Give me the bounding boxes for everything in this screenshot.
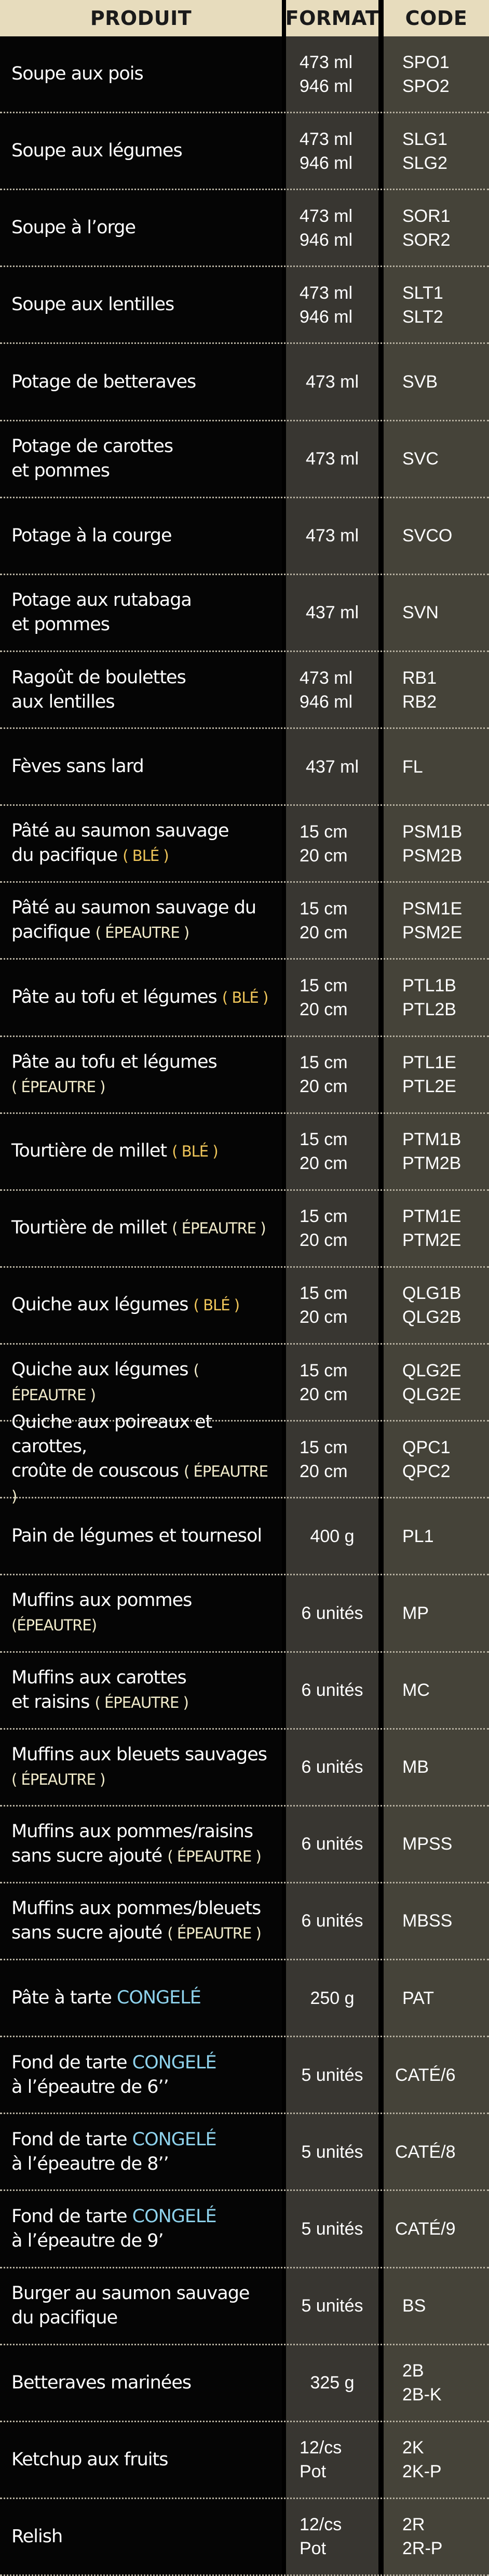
product-name-text: Fond de tarte	[11, 2206, 132, 2227]
format-cell	[286, 498, 378, 574]
product-name	[11, 1524, 262, 1548]
product-name-cell	[0, 1411, 282, 1505]
tag-congele: CONGELÉ	[132, 2129, 216, 2150]
format-value: 6 unités	[301, 1680, 363, 1701]
format-value: 473 ml 946 ml	[300, 668, 353, 712]
tag-congele: CONGELÉ	[116, 1987, 201, 2009]
product-name	[11, 2525, 62, 2549]
product-name-cell	[0, 1114, 282, 1189]
table-row	[0, 652, 489, 729]
tag-congele: CONGELÉ	[132, 2052, 216, 2073]
product-name-text: Potage à la courge	[11, 525, 172, 546]
product-name	[11, 1743, 267, 1792]
table-row	[0, 267, 489, 344]
code-cell	[384, 883, 489, 958]
product-name-text: Muffins aux bleuets sauvages	[11, 1744, 267, 1765]
code-cell	[384, 267, 489, 342]
product-name-text: Pâté au saumon sauvage du pacifique	[11, 820, 229, 866]
format-cell	[286, 2268, 378, 2344]
format-cell	[286, 2037, 378, 2113]
product-name	[11, 666, 186, 714]
format-cell	[286, 1575, 378, 1651]
tag-congele: CONGELÉ	[132, 2206, 216, 2227]
product-name	[11, 1358, 277, 1407]
product-name-cell	[0, 421, 282, 497]
product-name-text: Tourtière de millet	[11, 1140, 172, 1162]
product-name-continuation: à l’épeautre de 9’	[11, 2230, 164, 2251]
code-value: PTM1E PTM2E	[402, 1206, 461, 1251]
product-name-text: Quiche aux légumes	[11, 1359, 194, 1380]
product-name-cell	[0, 1960, 282, 2036]
product-name-cell	[0, 190, 282, 265]
code-value: RB1 RB2	[402, 668, 437, 712]
product-name-cell	[0, 2268, 282, 2344]
product-name	[11, 2371, 191, 2395]
code-value: MP	[402, 1603, 429, 1623]
product-name-text: Pâte au tofu et légumes	[11, 987, 222, 1007]
code-cell	[384, 113, 489, 189]
product-name-cell	[0, 1498, 282, 1574]
format-cell	[286, 729, 378, 804]
product-name	[11, 1666, 188, 1715]
format-cell	[286, 806, 378, 881]
format-value: 473 ml 946 ml	[300, 129, 353, 173]
code-cell	[384, 652, 489, 727]
tag-ble: ( BLÉ )	[123, 847, 169, 865]
product-name-text: Pâté au saumon sauvage du pacifique	[11, 897, 256, 943]
format-value: 15 cm 20 cm	[300, 976, 348, 1019]
table-row	[0, 344, 489, 421]
tag-epeautre: ( ÉPEAUTRE )	[167, 1924, 261, 1942]
format-value: 473 ml 946 ml	[300, 52, 353, 96]
code-cell	[384, 1191, 489, 1266]
product-name	[11, 1588, 192, 1638]
format-value: 12/cs Pot	[300, 2515, 342, 2559]
format-value: 15 cm 20 cm	[300, 1283, 348, 1327]
product-name-cell	[0, 883, 282, 958]
table-row	[0, 2422, 489, 2499]
table-row	[0, 2345, 489, 2422]
format-cell	[286, 1498, 378, 1574]
code-cell	[384, 2037, 489, 2113]
format-cell	[286, 113, 378, 189]
format-cell	[286, 190, 378, 265]
format-value: 6 unités	[301, 1911, 363, 1931]
product-name-text: Soupe aux lentilles	[11, 294, 174, 315]
tag-epeautre: ( ÉPEAUTRE )	[95, 924, 189, 942]
format-value: 5 unités	[301, 2142, 363, 2162]
code-value: PSM1E PSM2E	[402, 898, 463, 942]
format-value: 15 cm 20 cm	[300, 1437, 348, 1481]
product-name-text: Ragoût de boulettes aux lentilles	[11, 667, 186, 712]
code-cell	[384, 1575, 489, 1651]
code-cell	[384, 1653, 489, 1728]
table-row	[0, 2191, 489, 2268]
product-name-text: Ketchup aux fruits	[11, 2449, 168, 2470]
product-name-text: Fond de tarte	[11, 2129, 132, 2150]
product-name-text: Fond de tarte	[11, 2052, 132, 2073]
table-row	[0, 2268, 489, 2345]
product-name	[11, 819, 229, 868]
format-cell	[286, 421, 378, 497]
table-row	[0, 1807, 489, 1883]
product-name-cell	[0, 2191, 282, 2266]
product-name	[11, 754, 144, 779]
product-name	[11, 1820, 261, 1869]
product-name	[11, 985, 268, 1010]
product-name-cell	[0, 960, 282, 1035]
format-value: 473 ml 946 ml	[300, 206, 353, 250]
table-row	[0, 2114, 489, 2191]
product-name-text: Muffins aux pommes	[11, 1590, 192, 1611]
code-cell	[384, 1960, 489, 2036]
code-value: SLT1 SLT2	[402, 283, 443, 327]
header-code: CODE	[384, 0, 489, 36]
format-cell	[286, 1730, 378, 1805]
header-format: FORMAT	[286, 0, 378, 36]
code-cell	[384, 190, 489, 265]
code-cell	[384, 2345, 489, 2421]
product-name-continuation: à l’épeautre de 8’’	[11, 2153, 169, 2174]
tag-epeautre: (ÉPEAUTRE)	[11, 1616, 97, 1635]
format-value: 12/cs Pot	[300, 2438, 342, 2482]
table-row	[0, 1411, 489, 1505]
product-name-cell	[0, 1807, 282, 1882]
table-row	[0, 113, 489, 190]
code-cell	[384, 1114, 489, 1189]
code-value: SLG1 SLG2	[402, 129, 447, 173]
product-name-cell	[0, 36, 282, 112]
code-value: CATÉ/9	[395, 2219, 456, 2239]
product-name-cell	[0, 1883, 282, 1959]
code-value: MPSS	[402, 1834, 453, 1854]
format-cell	[286, 1960, 378, 2036]
format-cell	[286, 2345, 378, 2421]
format-value: 437 ml	[305, 756, 359, 777]
format-cell	[286, 344, 378, 419]
product-name-text: Potage de betteraves	[11, 371, 196, 392]
code-cell	[384, 2422, 489, 2498]
tag-epeautre: ( ÉPEAUTRE )	[11, 1770, 105, 1788]
product-name-cell	[0, 1575, 282, 1651]
code-value: MB	[402, 1757, 429, 1777]
product-name	[11, 588, 192, 637]
format-cell	[286, 2114, 378, 2189]
table-row	[0, 498, 489, 575]
format-cell	[286, 1807, 378, 1882]
product-name	[11, 216, 135, 240]
format-cell	[286, 1345, 378, 1420]
tag-epeautre: ( ÉPEAUTRE )	[11, 1462, 268, 1505]
product-name	[11, 1896, 261, 1946]
product-name	[11, 524, 172, 548]
product-name-cell	[0, 2499, 282, 2574]
table-row	[0, 806, 489, 883]
product-name-cell	[0, 652, 282, 727]
product-name	[11, 1139, 218, 1164]
code-cell	[384, 1037, 489, 1112]
format-cell	[286, 1422, 378, 1497]
code-cell	[384, 36, 489, 112]
format-value: 6 unités	[301, 1603, 363, 1623]
table-row	[0, 729, 489, 806]
format-value: 473 ml	[305, 372, 359, 392]
product-name-cell	[0, 267, 282, 342]
product-name-text: Muffins aux carottes et raisins	[11, 1667, 186, 1712]
product-name-text: Betteraves marinées	[11, 2372, 192, 2393]
format-value: 473 ml 946 ml	[300, 283, 353, 327]
product-name	[11, 1410, 277, 1509]
product-name-text: Fèves sans lard	[11, 756, 144, 777]
table-row	[0, 1653, 489, 1730]
code-cell	[384, 1730, 489, 1805]
product-name-text: Potage aux rutabaga et pommes	[11, 590, 192, 635]
code-value: SOR1 SOR2	[402, 206, 451, 250]
code-value: QLG2E QLG2E	[402, 1360, 461, 1404]
tag-ble: ( BLÉ )	[222, 989, 268, 1006]
code-value: 2R 2R-P	[402, 2515, 443, 2559]
code-value: PTL1E PTL2E	[402, 1053, 456, 1097]
product-name-cell	[0, 1268, 282, 1343]
format-value: 15 cm 20 cm	[300, 1130, 348, 1174]
tag-epeautre: ( ÉPEAUTRE )	[11, 1361, 199, 1404]
format-value: 5 unités	[301, 2296, 363, 2316]
product-name	[11, 2051, 216, 2100]
format-cell	[286, 1653, 378, 1728]
code-value: SPO1 SPO2	[402, 52, 450, 96]
format-cell	[286, 2191, 378, 2266]
table-row	[0, 1114, 489, 1191]
product-name-cell	[0, 1191, 282, 1266]
format-cell	[286, 2499, 378, 2574]
product-name-cell	[0, 344, 282, 419]
code-cell	[384, 1345, 489, 1420]
code-value: 2K 2K-P	[402, 2438, 442, 2482]
format-value: 473 ml	[305, 449, 359, 469]
format-value: 5 unités	[301, 2219, 363, 2239]
header-produit: PRODUIT	[0, 0, 282, 36]
format-value: 325 g	[310, 2373, 355, 2393]
product-name-text: Muffins aux pommes/raisins sans sucre ajouté	[11, 1821, 253, 1866]
format-cell	[286, 883, 378, 958]
product-name	[11, 139, 182, 163]
format-value: 250 g	[310, 1988, 355, 2008]
product-name	[11, 2205, 216, 2253]
product-name-cell	[0, 2037, 282, 2113]
code-value: FL	[402, 756, 423, 777]
code-value: SVN	[402, 603, 439, 623]
format-cell	[286, 960, 378, 1035]
product-name-text: Pâte à tarte	[11, 1987, 117, 2009]
product-name	[11, 293, 174, 317]
format-value: 15 cm 20 cm	[300, 1360, 348, 1404]
format-cell	[286, 1037, 378, 1112]
code-cell	[384, 344, 489, 419]
table-row	[0, 575, 489, 652]
format-cell	[286, 1883, 378, 1959]
product-name	[11, 1216, 266, 1241]
code-value: PTM1B PTM2B	[402, 1130, 461, 1174]
product-name	[11, 434, 173, 483]
tag-ble: ( BLÉ )	[193, 1296, 240, 1314]
product-name-text: Burger au saumon sauvage du pacifique	[11, 2283, 250, 2329]
code-cell	[384, 960, 489, 1035]
code-value: QPC1 QPC2	[402, 1437, 451, 1481]
table-row	[0, 1268, 489, 1345]
code-value: SVB	[402, 372, 438, 392]
product-name-cell	[0, 498, 282, 574]
code-cell	[384, 575, 489, 650]
product-name	[11, 2128, 216, 2176]
product-name-text: Soupe aux légumes	[11, 140, 182, 162]
table-row	[0, 1498, 489, 1575]
table-row	[0, 1730, 489, 1807]
code-value: SVC	[402, 449, 439, 469]
format-value: 473 ml	[305, 526, 359, 546]
product-name-cell	[0, 575, 282, 650]
product-name-cell	[0, 2345, 282, 2421]
product-name-cell	[0, 1653, 282, 1728]
product-name-text: Pain de légumes et tournesol	[11, 1525, 262, 1547]
table-row	[0, 421, 489, 498]
code-cell	[384, 1268, 489, 1343]
code-cell	[384, 1807, 489, 1882]
table-row	[0, 36, 489, 113]
product-name	[11, 2448, 168, 2472]
product-name-text: Soupe aux pois	[11, 63, 143, 85]
tag-ble: ( BLÉ )	[172, 1143, 218, 1161]
format-cell	[286, 1191, 378, 1266]
format-value: 6 unités	[301, 1757, 363, 1777]
format-cell	[286, 1114, 378, 1189]
product-name-cell	[0, 1345, 282, 1420]
code-value: CATÉ/8	[395, 2142, 456, 2162]
tag-epeautre: ( ÉPEAUTRE )	[172, 1219, 266, 1238]
table-row	[0, 960, 489, 1037]
code-cell	[384, 1883, 489, 1959]
product-name-text: Quiche aux légumes	[11, 1294, 194, 1316]
format-value: 15 cm 20 cm	[300, 1206, 348, 1251]
code-value: BS	[402, 2296, 426, 2316]
code-cell	[384, 2499, 489, 2574]
product-name	[11, 1293, 239, 1318]
product-name-text: Soupe à l’orge	[11, 217, 136, 238]
product-name-text: Pâte au tofu et légumes	[11, 1051, 217, 1072]
code-value: PL1	[402, 1526, 434, 1546]
format-value: 5 unités	[301, 2065, 363, 2085]
product-name-cell	[0, 1037, 282, 1112]
code-cell	[384, 498, 489, 574]
format-cell	[286, 652, 378, 727]
product-name-text: Relish	[11, 2526, 63, 2547]
format-cell	[286, 267, 378, 342]
format-cell	[286, 36, 378, 112]
format-value: 15 cm 20 cm	[300, 898, 348, 942]
tag-epeautre: ( ÉPEAUTRE )	[94, 1693, 188, 1711]
product-name-cell	[0, 2422, 282, 2498]
product-name	[11, 1050, 217, 1099]
code-value: SVCO	[402, 526, 453, 546]
code-cell	[384, 2268, 489, 2344]
code-value: MC	[402, 1680, 430, 1701]
tag-epeautre: ( ÉPEAUTRE )	[167, 1847, 261, 1865]
table-row	[0, 1037, 489, 1114]
product-name	[11, 62, 143, 86]
product-name	[11, 2281, 249, 2330]
code-cell	[384, 1422, 489, 1497]
format-cell	[286, 575, 378, 650]
code-value: CATÉ/6	[395, 2065, 456, 2085]
code-value: PTL1B PTL2B	[402, 976, 456, 1019]
product-name-text: Quiche aux poireaux et carottes, croûte de couscous	[11, 1411, 212, 1481]
code-value: MBSS	[402, 1911, 453, 1931]
code-value: PSM1B PSM2B	[402, 821, 463, 866]
format-value: 15 cm 20 cm	[300, 1053, 348, 1097]
table-row	[0, 2037, 489, 2114]
product-name	[11, 896, 256, 945]
product-name-cell	[0, 2114, 282, 2189]
format-cell	[286, 1268, 378, 1343]
product-name-cell	[0, 729, 282, 804]
tag-epeautre: ( ÉPEAUTRE )	[11, 1078, 105, 1096]
code-cell	[384, 421, 489, 497]
format-value: 6 unités	[301, 1834, 363, 1854]
table-row	[0, 883, 489, 960]
table-row	[0, 1883, 489, 1960]
code-value: PAT	[402, 1988, 434, 2008]
format-value: 15 cm 20 cm	[300, 821, 348, 866]
table-row	[0, 1191, 489, 1268]
product-name-cell	[0, 113, 282, 189]
format-value: 437 ml	[305, 603, 359, 623]
product-name-text: Tourtière de millet	[11, 1217, 172, 1239]
table-row	[0, 1575, 489, 1652]
format-cell	[286, 2422, 378, 2498]
table-row	[0, 190, 489, 267]
product-name-text: Muffins aux pommes/bleuets sans sucre ajouté	[11, 1897, 261, 1943]
product-name	[11, 370, 196, 394]
format-value: 400 g	[310, 1526, 355, 1546]
code-cell	[384, 806, 489, 881]
product-name-cell	[0, 806, 282, 881]
product-name-continuation: à l’épeautre de 6’’	[11, 2076, 169, 2097]
table-row	[0, 2499, 489, 2576]
code-cell	[384, 2191, 489, 2266]
code-cell	[384, 729, 489, 804]
code-value: 2B 2B-K	[402, 2361, 442, 2405]
product-name	[11, 1986, 201, 2010]
code-cell	[384, 2114, 489, 2189]
table-row	[0, 1960, 489, 2037]
code-value: QLG1B QLG2B	[402, 1283, 461, 1327]
product-name-text: Potage de carottes et pommes	[11, 436, 173, 482]
code-cell	[384, 1498, 489, 1574]
product-name-cell	[0, 1730, 282, 1805]
